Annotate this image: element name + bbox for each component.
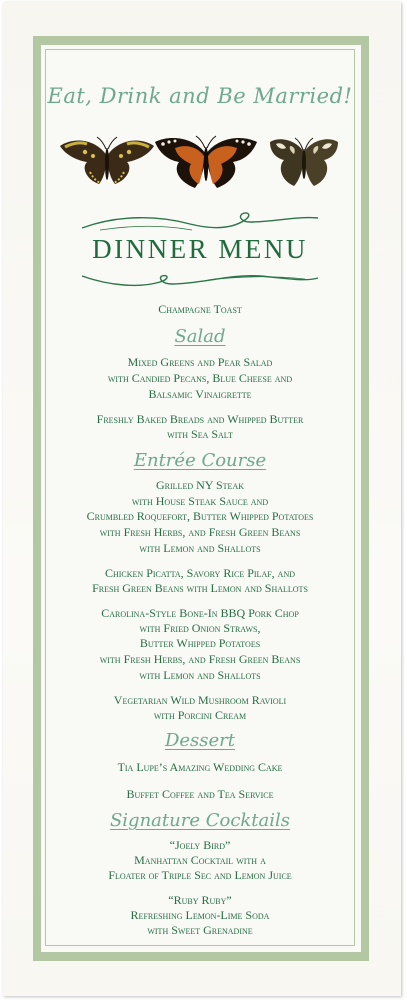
butterfly-orange-icon	[153, 134, 259, 194]
menu-item-line: Balsamic Vinaigrette	[148, 387, 252, 401]
menu-item-line: Floater of Triple Sec and Lemon Juice	[108, 868, 292, 882]
butterfly-yellow-icon	[57, 134, 157, 194]
section-heading-entree: Entrée Course	[133, 450, 267, 471]
menu-item-line: Crumbled Roquefort, Butter Whipped Potatoes	[86, 509, 314, 523]
menu-item-line: with Candied Pecans, Blue Cheese and	[107, 371, 293, 385]
tagline: Eat, Drink and Be Married!	[47, 84, 353, 108]
menu-item-line: with Sweet Grenadine	[147, 923, 253, 937]
menu-item-line: with Fresh Herbs, and Fresh Green Beans	[99, 652, 301, 666]
menu-item-line: with Lemon and Shallots	[139, 541, 261, 555]
butterfly-brown-icon	[264, 134, 344, 194]
menu-item-line: Butter Whipped Potatoes	[139, 636, 261, 650]
menu-item-line: with Sea Salt	[167, 427, 233, 441]
menu-item-line: with Fresh Herbs, and Fresh Green Beans	[99, 525, 301, 539]
menu-item-line: Chicken Picatta, Savory Rice Pilaf, and	[104, 566, 296, 580]
page-title: DINNER MENU	[92, 234, 308, 264]
flourish-bottom-icon	[80, 264, 320, 294]
menu-item-line: with House Steak Sauce and	[131, 494, 269, 508]
menu-item-line: Refreshing Lemon-Lime Soda	[130, 908, 270, 922]
menu-item-line: Tia Lupe’s Amazing Wedding Cake	[117, 760, 283, 774]
menu-item-line: Manhattan Cocktail with a	[134, 853, 266, 867]
menu-item-line: with Porcini Cream	[153, 708, 247, 722]
menu-item-toast: Champagne Toast	[158, 302, 242, 316]
section-heading-salad: Salad	[174, 326, 226, 347]
title-block	[80, 210, 320, 290]
menu-item-line: with Lemon and Shallots	[139, 668, 261, 682]
menu-item-line: “Joely Bird”	[169, 838, 231, 852]
section-heading-cocktails: Signature Cocktails	[109, 810, 291, 831]
menu-item-line: Mixed Greens and Pear Salad	[127, 355, 273, 369]
menu-item-line: Grilled NY Steak	[156, 478, 244, 492]
menu-item-line: “Ruby Ruby”	[168, 893, 232, 907]
menu-item-line: Vegetarian Wild Mushroom Ravioli	[113, 693, 287, 707]
menu-item-line: Carolina-Style Bone-In BBQ Pork Chop	[101, 606, 299, 620]
butterfly-row	[46, 134, 354, 196]
section-heading-dessert: Dessert	[164, 730, 236, 751]
menu-item-line: Fresh Green Beans with Lemon and Shallots	[92, 581, 308, 595]
menu-item-line: Freshly Baked Breads and Whipped Butter	[96, 412, 304, 426]
menu-item-line: Buffet Coffee and Tea Service	[126, 787, 274, 801]
menu-item-line: with Fried Onion Straws,	[139, 621, 261, 635]
